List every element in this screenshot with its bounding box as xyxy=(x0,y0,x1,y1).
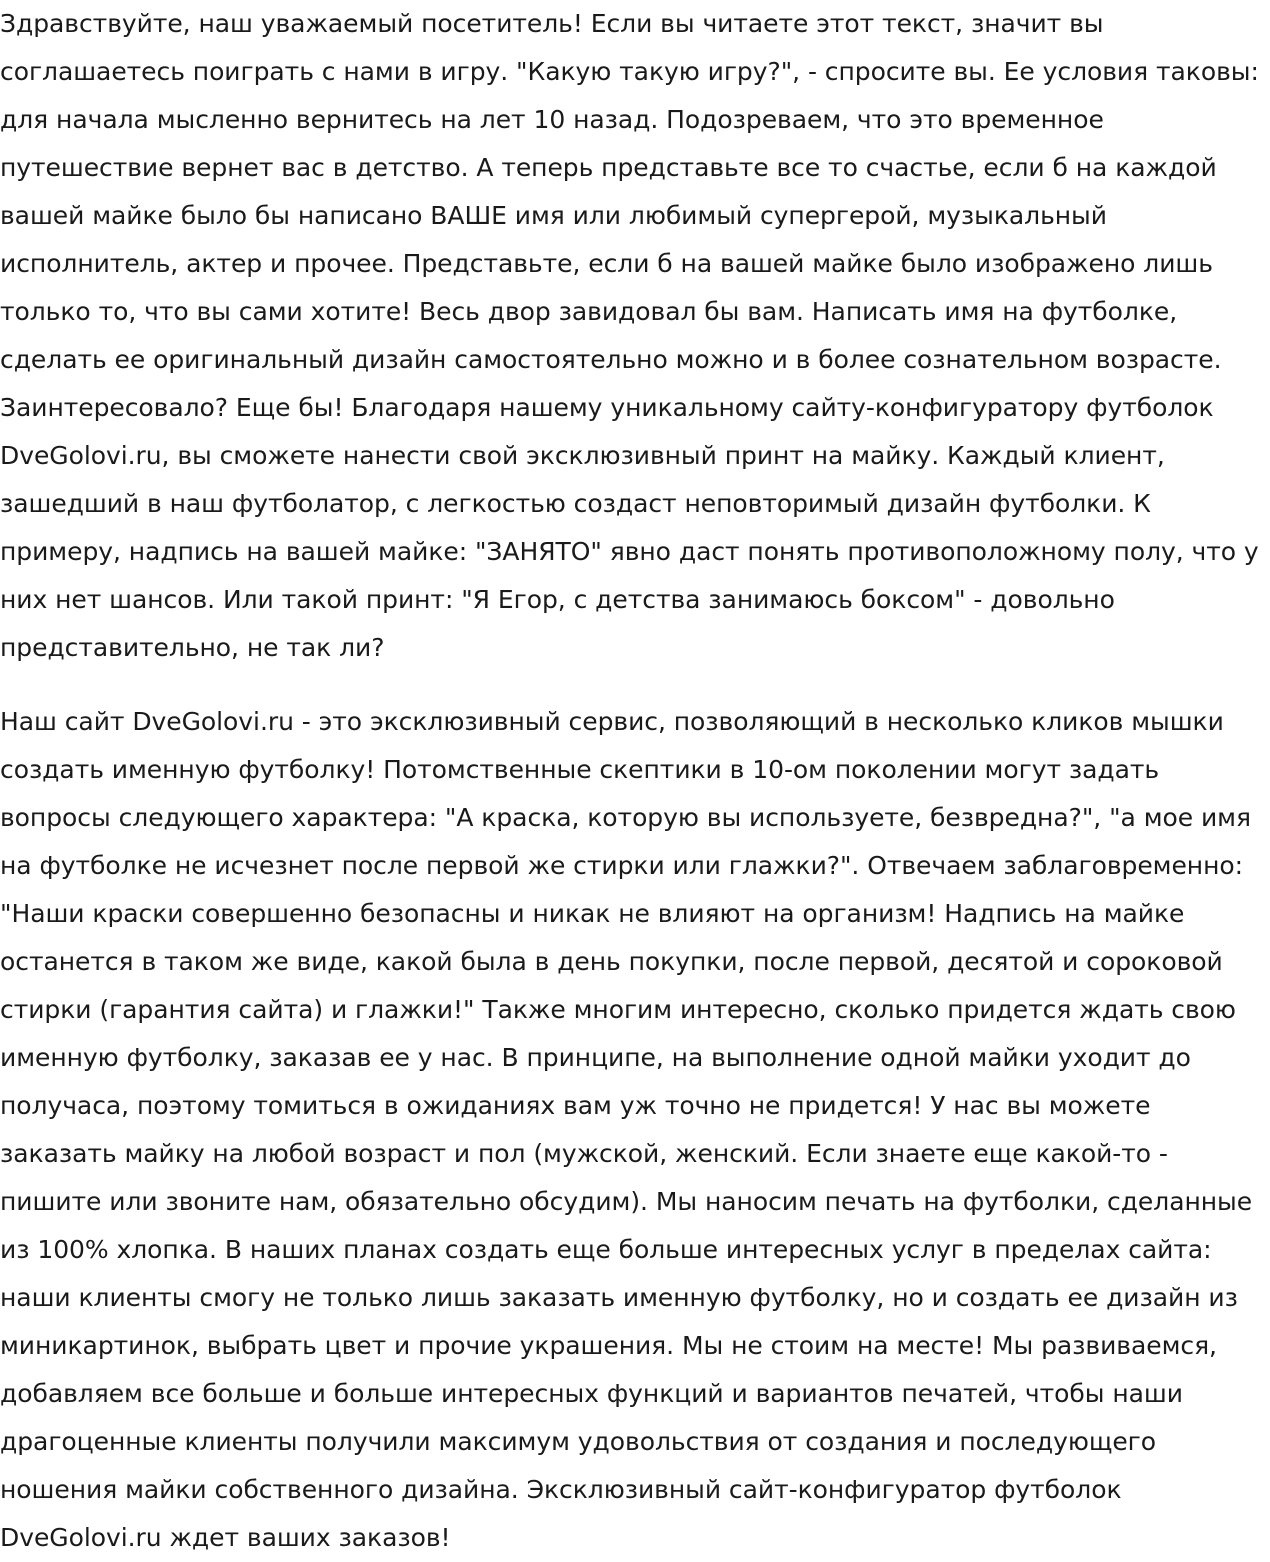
article-paragraph-service: Наш сайт DveGolovi.ru - это эксклюзивный сервис, позволяющий в несколько кликов мышки создать именную футболку! Потомственные скептики в 10-ом поколении могут задать вопросы следующего характера: "А краска, которую вы используете, безвредна?", "а мое имя на футболке не исчезнет после первой же стирки или глажки?". Отвечаем заблаговременно: "Наши краски совершенно безопасны и никак не влияют на организм! Надпись на майке останется в таком же виде, какой была в день покупки, после первой, десятой и сороковой стирки (гарантия сайта) и глажки!" Также многим интересно, сколько придется ждать свою именную футболку, заказав ее у нас. В принципе, на выполнение одной майки уходит до получаса, поэтому томиться в ожиданиях вам уж точно не придется! У нас вы можете заказать майку на любой возраст и пол (мужской, женский. Если знаете еще какой-то - пишите или звоните нам, обязательно обсудим). Мы наносим печать на футболки, сделанные из 100% хлопка. В наших планах создать еще больше интересных услуг в пределах сайта: наши клиенты смогу не только лишь заказать именную футболку, но и создать ее дизайн из миникартинок, выбрать цвет и прочие украшения. Мы не стоим на месте! Мы развиваемся, добавляем все больше и больше интересных функций и вариантов печатей, чтобы наши драгоценные клиенты получили максимум удовольствия от создания и последующего ношения майки собственного дизайна. Эксклюзивный сайт-конфигуратор футболок DveGolovi.ru ждет ваших заказов! xyxy=(0,707,1253,1552)
article-paragraph-intro: Здравствуйте, наш уважаемый посетитель! Если вы читаете этот текст, значит вы соглашаетесь поиграть с нами в игру. "Какую такую игру?", - спросите вы. Ее условия таковы: для начала мысленно вернитесь на лет 10 назад. Подозреваем, что это временное путешествие вернет вас в детство. А теперь представьте все то счастье, если б на каждой вашей майке было бы написано ВАШЕ имя или любимый супергерой, музыкальный исполнитель, актер и прочее. Представьте, если б на вашей майке было изображено лишь только то, что вы сами хотите! Весь двор завидовал бы вам. Написать имя на футболке, сделать ее оригинальный дизайн самостоятельно можно и в более сознательном возрасте. Заинтересовало? Еще бы! Благодаря нашему уникальному сайту-конфигуратору футболок DveGolovi.ru, вы сможете нанести свой эксклюзивный принт на майку. Каждый клиент, зашедший в наш футболатор, с легкостью создаст неповторимый дизайн футболки. К примеру, надпись на вашей майке: "ЗАНЯТО" явно даст понять противоположному полу, что у них нет шансов. Или такой принт: "Я Егор, с детства занимаюсь боксом" - довольно представительно, не так ли? xyxy=(0,9,1259,662)
